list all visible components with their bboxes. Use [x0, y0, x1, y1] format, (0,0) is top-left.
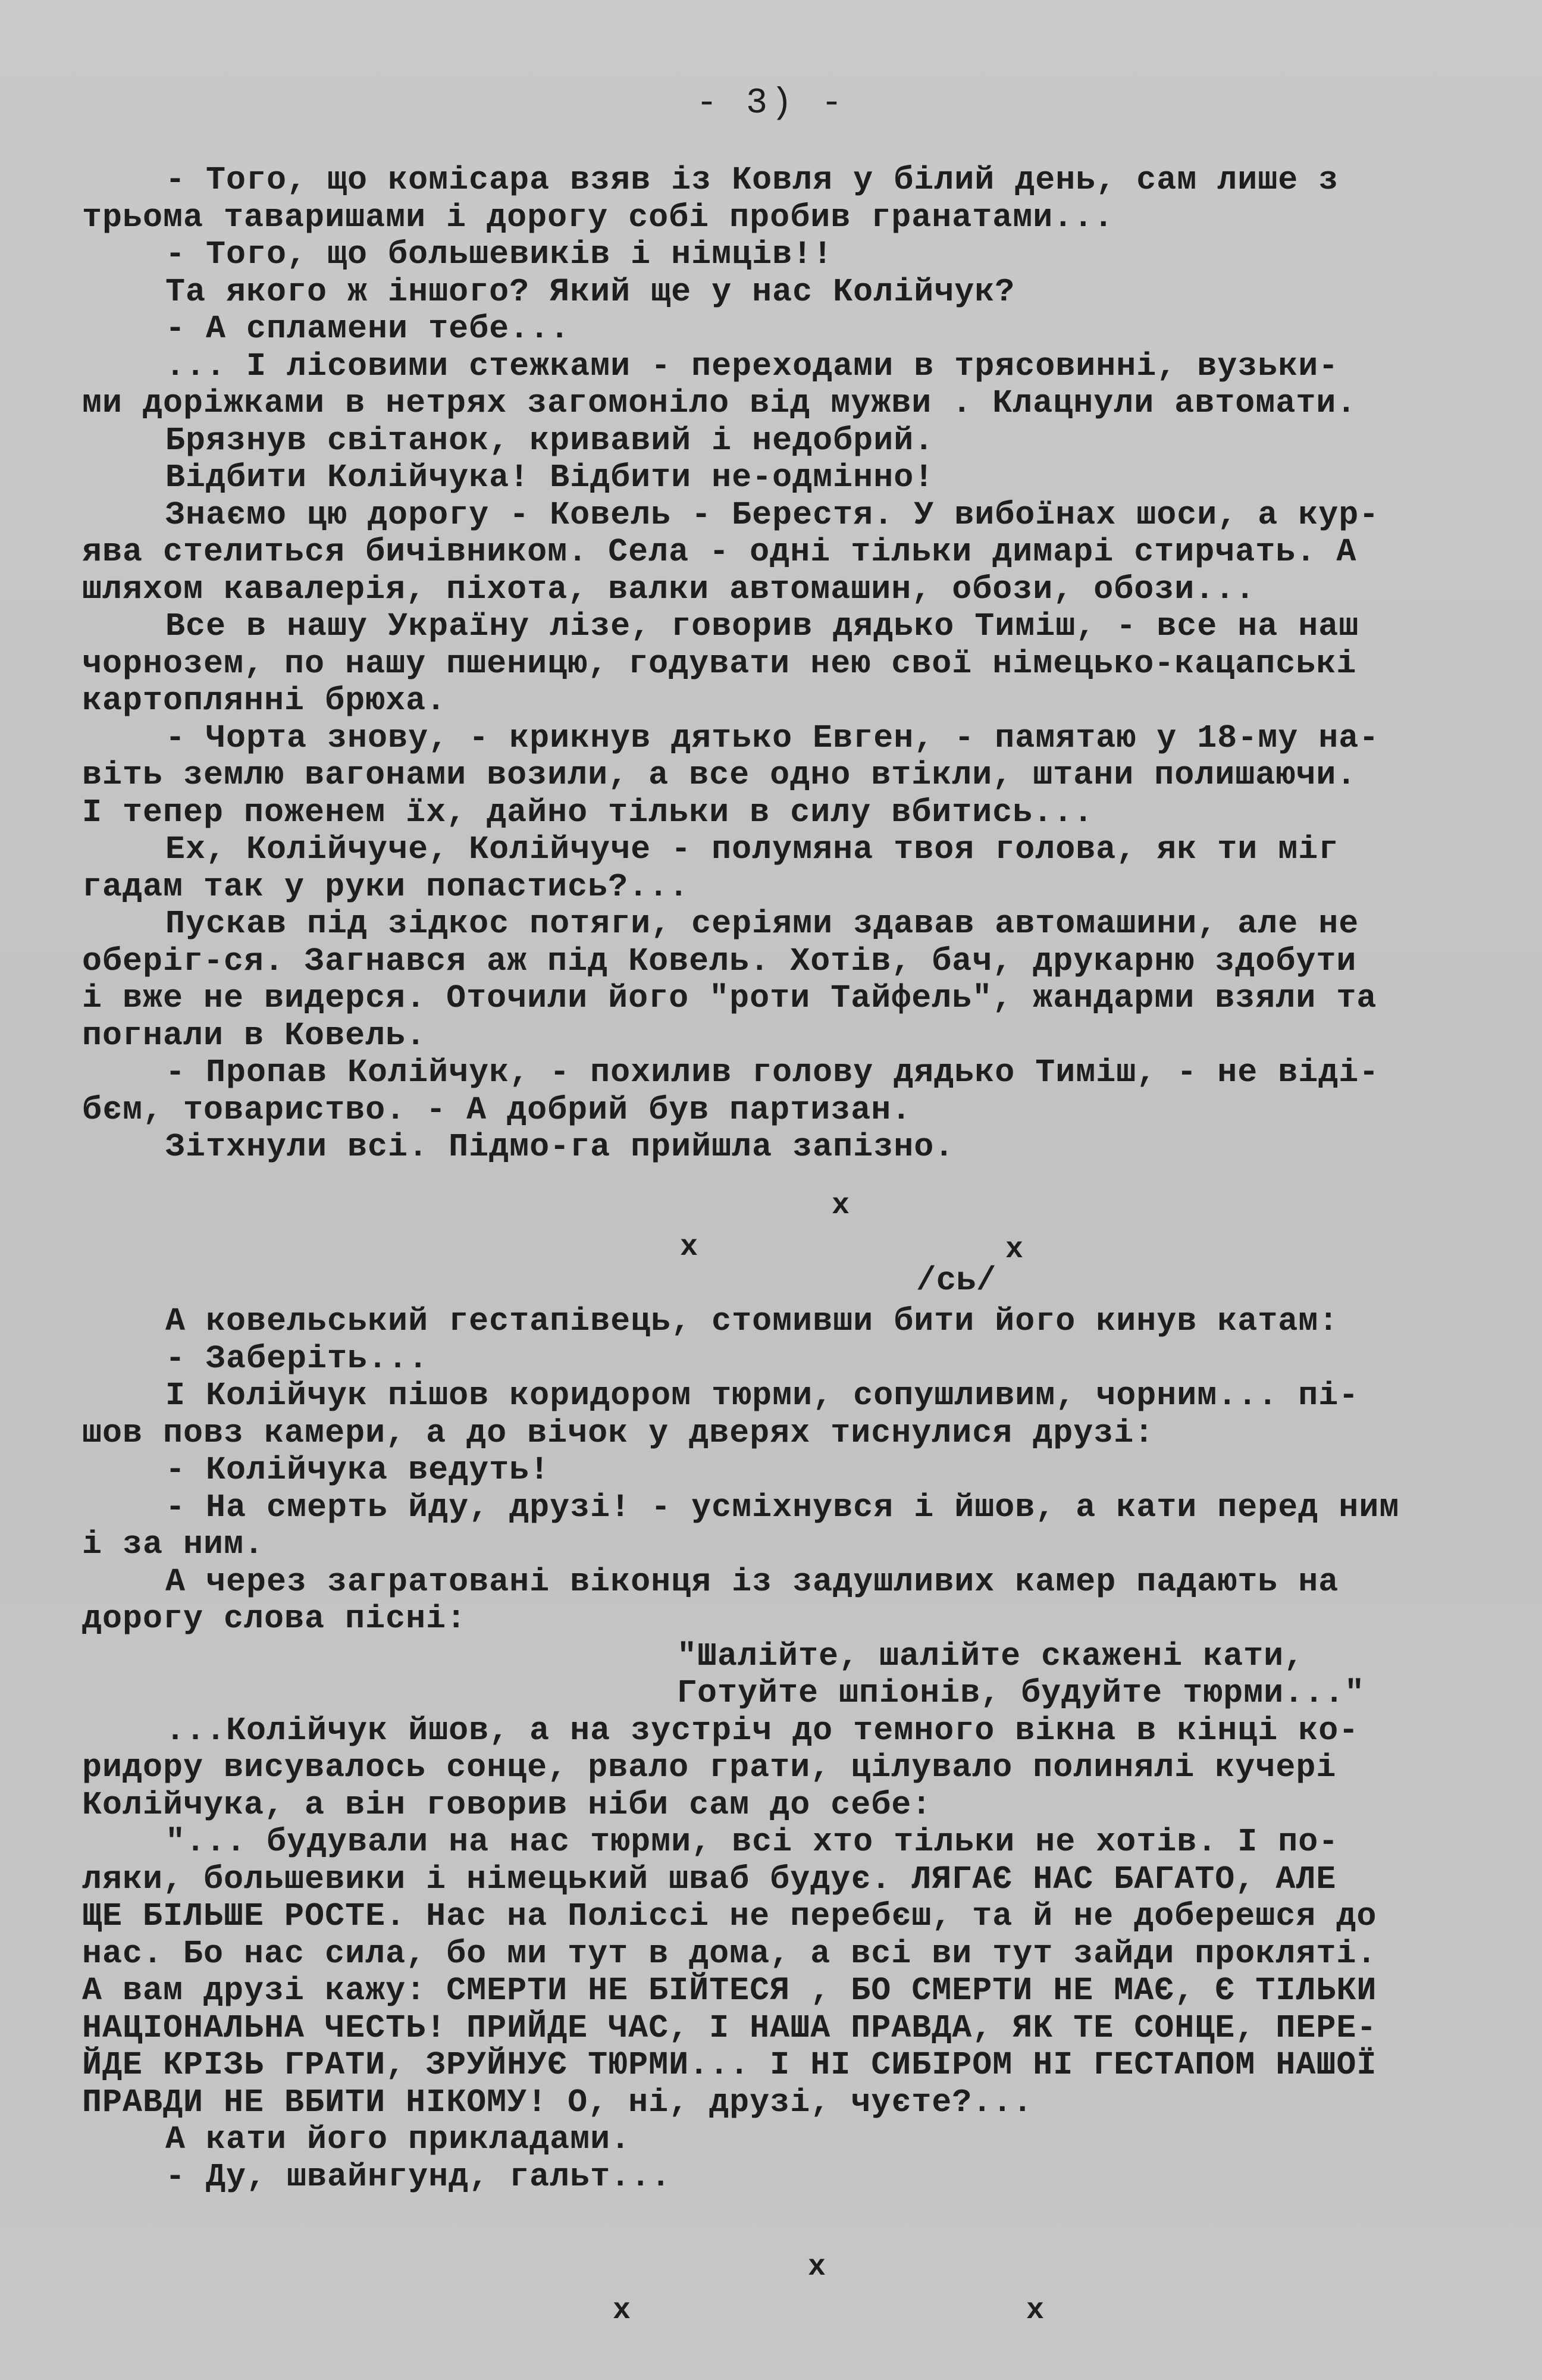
text-line: нас. Бо нас сила, бо ми тут в дома, а всі ви тут зайди прокляті. — [82, 1934, 1377, 1972]
text-line: ява стелиться бичівником. Села - одні тільки димарі стирчать. А — [82, 533, 1357, 571]
text-line: гадам так у руки попастись?... — [82, 868, 689, 906]
text-line: Ех, Колійчуче, Колійчуче - полумяна твоя голова, як ти міг — [165, 831, 1339, 868]
text-line: І Колійчук пішов коридором тюрми, сопушливим, чорним... пі- — [165, 1377, 1359, 1414]
text-line: ляки, большевики і німецький шваб будує. ЛЯГАЄ НАС БАГАТО, АЛЕ — [82, 1860, 1337, 1898]
separator-mark: x — [680, 1230, 698, 1264]
text-line: А вам друзі кажу: СМЕРТИ НЕ БІЙТЕСЯ , БО СМЕРТИ НЕ МАЄ, Є ТІЛЬКИ — [82, 1972, 1377, 2009]
text-line: і за ним. — [82, 1526, 265, 1563]
text-line: Все в нашу Україну лізе, говорив дядько Тиміш, - все на наш — [165, 607, 1359, 645]
text-line: ридору висувалось сонце, рвало грати, цілувало полинялі кучері — [82, 1749, 1337, 1786]
text-line: - Колійчука ведуть! — [165, 1451, 550, 1489]
text-block-2 — [82, 1303, 1480, 2196]
text-line: ЙДЕ КРІЗЬ ГРАТИ, ЗРУЙНУЄ ТЮРМИ... І НІ СИБІРОМ НІ ГЕСТАПОМ НАШОЇ — [82, 2046, 1377, 2084]
text-line: ПРАВДИ НЕ ВБИТИ НІКОМУ! О, ні, друзі, чуєте?... — [82, 2083, 1033, 2121]
text-line: ...Колійчук йшов, а на зустріч до темного вікна в кінці ко- — [165, 1711, 1359, 1749]
separator-mark: x — [1026, 2294, 1045, 2328]
text-line: бєм, товариство. - А добрий був партизан. — [82, 1091, 912, 1129]
text-line: ЩЕ БІЛЬШЕ РОСТЕ. Нас на Поліссі не перебєш, та й не доберешся до — [82, 1897, 1377, 1935]
text-line: І тепер поженем їх, дайно тільки в силу вбитись... — [82, 793, 1094, 831]
text-line: трьома таваришами і дорогу собі пробив гранатами... — [82, 198, 1114, 236]
text-line: Пускав під зідкос потяги, серіями здавав автомашини, але не — [165, 905, 1359, 942]
text-line: віть землю вагонами возили, а все одно втікли, штани полишаючи. — [82, 756, 1357, 794]
text-line: чорнозем, по нашу пшеницю, годувати нею свої німецько-кацапські — [82, 644, 1357, 682]
separator-mark: x — [808, 2250, 826, 2284]
text-line: - Того, що большевиків і німців!! — [165, 236, 833, 273]
text-line: - Заберіть... — [165, 1339, 429, 1377]
text-line: оберіг-ся. Загнався аж під Ковель. Хотів, бач, друкарню здобути — [82, 942, 1357, 980]
text-line: А через загратовані віконця із задушливих камер падають на — [165, 1562, 1339, 1601]
separator-mark: x — [613, 2294, 631, 2328]
separator-mark: x — [832, 1189, 850, 1223]
text-line: дорогу слова пісні: — [82, 1600, 467, 1637]
text-line: Готуйте шпіонів, будуйте тюрми..." — [677, 1674, 1365, 1712]
text-line: ми доріжками в нетрях загомоніло від мужви . Клацнули автомати. — [82, 384, 1357, 422]
separator-mark: x — [1005, 1233, 1024, 1267]
text-line: А ковельський гестапівець, стомивши бити його кинув катам: — [165, 1302, 1339, 1340]
text-line: А кати його прикладами. — [165, 2121, 631, 2158]
text-line: - Пропав Колійчук, - похилив голову дядько Тиміш, - не віді- — [165, 1054, 1380, 1091]
text-line: "Шалійте, шалійте скажені кати, — [677, 1637, 1305, 1675]
text-line: Брязнув світанок, кривавий і недобрий. — [165, 421, 935, 459]
text-line: картоплянні брюха. — [82, 682, 447, 719]
text-line: Знаємо цю дорогу - Ковель - Берестя. У вибоїнах шоси, а кур- — [165, 496, 1380, 534]
text-line: - Чорта знову, - крикнув дятько Евген, - памятаю у 18-му на- — [165, 719, 1380, 757]
text-line: погнали в Ковель. — [82, 1016, 427, 1054]
text-line: Зітхнули всі. Підмо-га прийшла запізно. — [165, 1128, 955, 1166]
text-line: "... будували на нас тюрми, всі хто тільки не хотів. І по- — [165, 1823, 1339, 1861]
text-line: НАЦІОНАЛЬНА ЧЕСТЬ! ПРИЙДЕ ЧАС, І НАША ПРАВДА, ЯК ТЕ СОНЦЕ, ПЕРЕ- — [82, 2009, 1377, 2047]
text-line: шляхом кавалерія, піхота, валки автомашин, обози, обози... — [82, 570, 1256, 608]
text-line: - А спламени тебе... — [165, 310, 571, 347]
text-line: - На смерть йду, друзі! - усміхнувся і йшов, а кати перед ним — [165, 1488, 1400, 1526]
text-line: Колійчука, а він говорив ніби сам до себе: — [82, 1786, 932, 1824]
text-line: - Того, що комісара взяв із Ковля у білий день, сам лише з — [165, 161, 1339, 199]
text-line: ... І лісовими стежками - переходами в трясовинні, вузьки- — [165, 347, 1339, 385]
text-line: - Ду, швайнгунд, гальт... — [165, 2157, 672, 2196]
page-number: - 3) - — [695, 83, 847, 124]
text-line: Відбити Колійчука! Відбити не-одмінно! — [165, 459, 935, 496]
signature-mark: /сь/ — [916, 1261, 996, 1299]
text-block-1 — [82, 162, 1480, 1166]
text-line: шов повз камери, а до вічок у дверях тиснулися друзі: — [82, 1414, 1155, 1452]
text-line: Та якого ж іншого? Який ще у нас Колійчук? — [165, 273, 1016, 311]
text-line: і вже не видерся. Оточили його "роти Тайфель", жандарми взяли та — [82, 979, 1377, 1017]
